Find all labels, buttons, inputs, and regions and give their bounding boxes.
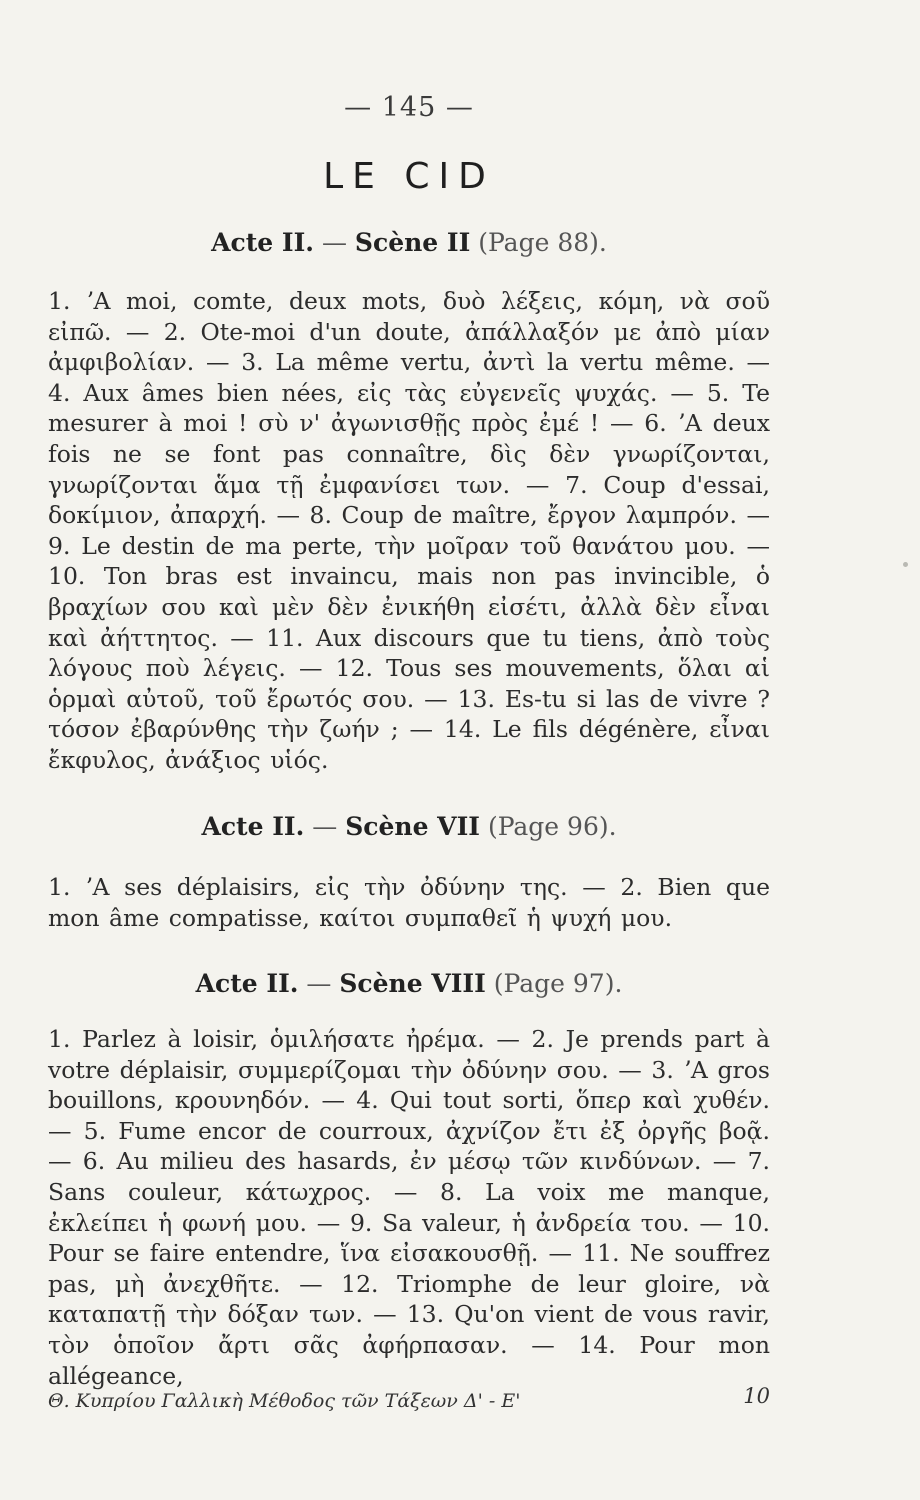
page-reference: (Page 88). [478, 228, 607, 257]
vocabulary-notes: 1. ʼΑ ses déplaisirs, εἰς τὴν ὀδύνην της. — 2. Bien que mon âme compatisse, καίτοι συμπαθεῖ ἡ ψυχή μου. [48, 873, 770, 932]
page-title: LE CID [323, 156, 495, 197]
vocabulary-notes: 1. ʼΑ moi, comte, deux mots, δυὸ λέξεις, κόμη, νὰ σοῦ εἰπῶ. — 2. Ote-moi d'un doute, ἀπάλλαξόν με ἀπὸ μίαν ἀμφιβολίαν. — 3. La même vertu, ἀντὶ la vertu même. — 4. Aux âmes bien nées, εἰς τὰς εὐγενεῖς ψυχάς. — 5. Te mesurer à moi ! σὺ ν' ἀγωνισθῇς πρὸς ἐμέ ! — 6. ʼΑ deux fois ne se font pas connaître, δὶς δὲν γνωρίζονται, γνωρίζονται ἅμα τῇ ἐμφανίσει των. — 7. Coup d'essai, δοκίμιον, ἀπαρχή. — 8. Coup de maître, ἔργον λαμπρόν. — 9. Le destin de ma perte, τὴν μοῖραν τοῦ θανάτου μου. — 10. Ton bras est invaincu, mais non pas invincible, ὁ βραχίων σου καὶ μὲν δὲν ἐνικήθη εἰσέτι, ἀλλὰ δὲν εἶναι καὶ ἀήττητος. — 11. Aux discours que tu tiens, ἀπὸ τοὺς λόγους ποὺ λέγεις. — 12. Tous ses mouvements, ὅλαι αἱ ὁρμαὶ αὐτοῦ, τοῦ ἔρωτός σου. — 13. Es-tu si las de vivre ? τόσον ἐβαρύνθης τὴν ζωήν ; — 14. Le fils dégénère, εἶναι ἔκφυλος, ἀνάξιος υἱός. [48, 287, 770, 774]
book-citation: Θ. Κυπρίου Γαλλικὴ Μέθοδος τῶν Τάξεων Δ' - Ε' [48, 1390, 521, 1412]
scene-heading [48, 810, 770, 844]
scene-heading [48, 226, 770, 260]
scene-label: Scène VIII [339, 969, 486, 998]
act-label: Acte II. [201, 812, 305, 841]
heading-dash: — [306, 969, 332, 998]
act-label: Acte II. [195, 969, 299, 998]
book-page [48, 0, 770, 1500]
scene-label: Scène II [354, 228, 471, 257]
heading-dash: — [312, 812, 338, 841]
signature-mark: 10 [743, 1384, 770, 1408]
vocabulary-notes: 1. Parlez à loisir, ὁμιλήσατε ἠρέμα. — 2. Je prends part à votre déplaisir, συμμερίζομαι τὴν ὀδύνην σου. — 3. ʼΑ gros bouillons, κρουνηδόν. — 4. Qui tout sorti, ὅπερ καὶ χυθέν. — 5. Fume encor de courroux, ἀχνίζον ἔτι ἐξ ὀργῆς βοᾷ. — 6. Au milieu des hasards, ἐν μέσῳ τῶν κινδύνων. — 7. Sans couleur, κάτωχρος. — 8. La voix me manque, ἐκλείπει ἡ φωνή μου. — 9. Sa valeur, ἡ ἀνδρεία του. — 10. Pour se faire entendre, ἵνα εἰσακουσθῇ. — 11. Ne souffrez pas, μὴ ἀνεχθῆτε. — 12. Triomphe de leur gloire, νὰ καταπατῇ τὴν δόξαν των. — 13. Qu'on vient de vous ravir, τὸν ὁποῖον ἄρτι σᾶς ἀφήρπασαν. — 14. Pour mon allégeance, [48, 1025, 770, 1390]
paper-speck [903, 562, 908, 567]
page-reference: (Page 97). [493, 969, 623, 998]
act-label: Acte II. [211, 228, 315, 257]
heading-dash: — [321, 228, 347, 257]
scene-heading [48, 967, 770, 1001]
page-reference: (Page 96). [487, 812, 617, 841]
page-number: — 145 — [344, 92, 474, 123]
scene-label: Scène VII [345, 812, 480, 841]
